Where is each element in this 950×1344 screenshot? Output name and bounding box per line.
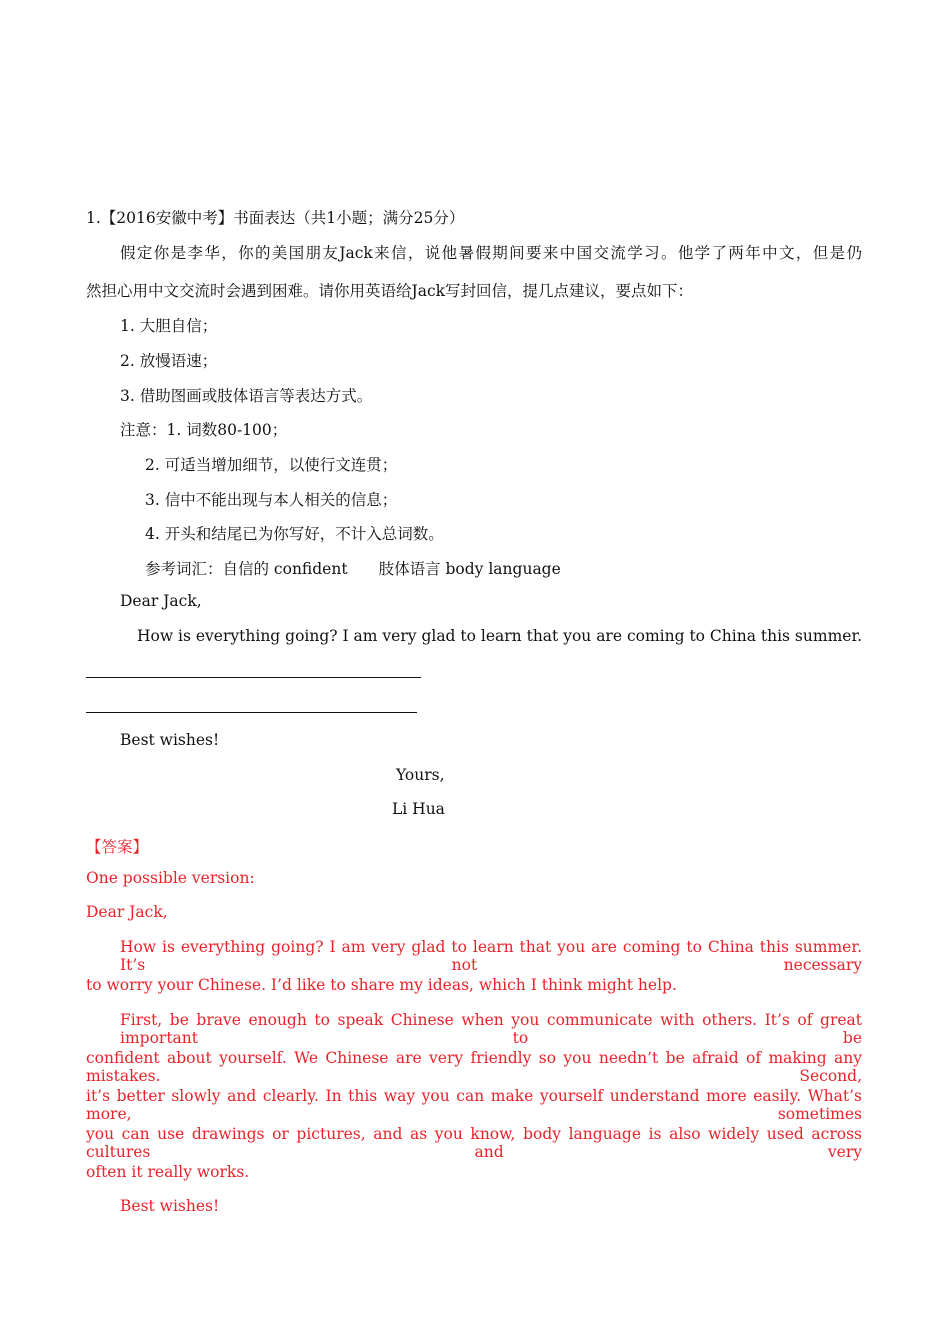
answer-label: 【答案】: [86, 838, 149, 856]
answer-greeting: Dear Jack,: [86, 903, 168, 921]
answer-closing: Best wishes!: [120, 1197, 220, 1215]
letter-greeting: Dear Jack,: [120, 592, 202, 610]
letter-signoff: Yours,: [396, 766, 445, 784]
answer-p2-line: confident about yourself. We Chinese are very friendly so you needn’t be afraid of making any mistakes. Second,: [86, 1049, 862, 1085]
blank-line: [86, 712, 417, 713]
prompt-line-1: 假定你是李华，你的美国朋友Jack来信，说他暑假期间要来中国交流学习。他学了两年中文，但是仍: [120, 244, 862, 262]
notes-label: 注意：1. 词数80-100；: [120, 421, 288, 439]
answer-version: One possible version:: [86, 869, 255, 887]
answer-p1-line: to worry your Chinese. I’d like to share my ideas, which I think might help.: [86, 976, 677, 994]
answer-p2-line: First, be brave enough to speak Chinese when you communicate with others. It’s of great important to be: [120, 1011, 862, 1047]
blank-line: [86, 677, 421, 678]
question-title: 1.【2016安徽中考】书面表达（共1小题；满分25分）: [86, 209, 465, 227]
point-item: 1. 大胆自信；: [120, 317, 218, 335]
note-item: 2. 可适当增加细节，以使行文连贯；: [145, 456, 398, 474]
answer-p2-line: it’s better slowly and clearly. In this way you can make yourself understand more easily. What’s more, sometimes: [86, 1087, 862, 1123]
answer-p2-line: often it really works.: [86, 1163, 250, 1181]
vocab-line: 参考词汇：自信的 confident 肢体语言 body language: [145, 560, 561, 578]
answer-p2-line: you can use drawings or pictures, and as you know, body language is also widely used across cultures and very: [86, 1125, 862, 1161]
point-item: 3. 借助图画或肢体语言等表达方式。: [120, 387, 373, 405]
prompt-line-2: 然担心用中文交流时会遇到困难。请你用英语给Jack写封回信，提几点建议，要点如下：: [86, 282, 694, 300]
letter-closing: Best wishes!: [120, 731, 220, 749]
note-item: 3. 信中不能出现与本人相关的信息；: [145, 491, 398, 509]
note-item: 4. 开头和结尾已为你写好，不计入总词数。: [145, 525, 444, 543]
letter-opening: How is everything going? I am very glad to learn that you are coming to China this summer.: [137, 627, 863, 645]
letter-name: Li Hua: [392, 800, 445, 818]
answer-p1-line: How is everything going? I am very glad to learn that you are coming to China this summer. It’s not necessary: [120, 938, 862, 974]
point-item: 2. 放慢语速；: [120, 352, 218, 370]
